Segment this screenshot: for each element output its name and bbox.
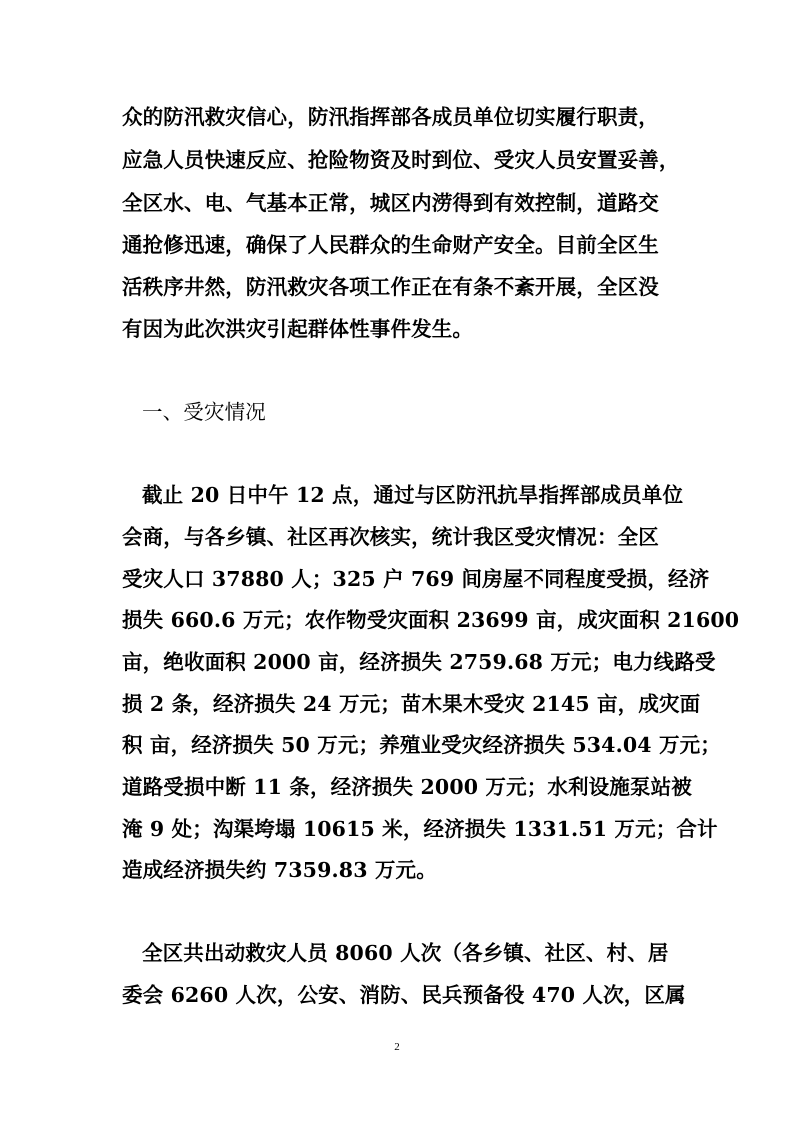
rescue-line-2: 委会 6260 人次，公安、消防、民兵预备役 470 人次，区属 bbox=[122, 983, 686, 1007]
damage-line-1: 截止 20 日中午 12 点，通过与区防汛抗旱指挥部成员单位 bbox=[142, 483, 684, 507]
damage-line-6: 损 2 条，经济损失 24 万元；苗木果木受灾 2145 亩，成灾面 bbox=[122, 692, 701, 716]
damage-line-4: 损失 660.6 万元；农作物受灾面积 23699 亩，成灾面积 21600 bbox=[122, 608, 740, 632]
intro-line-3: 全区水、电、气基本正常，城区内涝得到有效控制，道路交 bbox=[122, 191, 659, 215]
rescue-line-1: 全区共出动救灾人员 8060 人次（各乡镇、社区、村、居 bbox=[142, 941, 669, 965]
intro-line-6: 有因为此次洪灾引起群体性事件发生。 bbox=[122, 317, 474, 341]
damage-line-2: 会商，与各乡镇、社区再次核实，统计我区受灾情况：全区 bbox=[122, 525, 659, 549]
page-number: 2 bbox=[394, 1041, 400, 1053]
damage-line-10: 造成经济损失约 7359.83 万元。 bbox=[122, 858, 437, 882]
intro-line-4: 通抢修迅速，确保了人民群众的生命财产安全。目前全区生 bbox=[122, 233, 659, 257]
damage-line-8: 道路受损中断 11 条，经济损失 2000 万元；水利设施泵站被 bbox=[122, 775, 692, 799]
intro-line-5: 活秩序井然，防汛救灾各项工作正在有条不紊开展，全区没 bbox=[122, 275, 659, 299]
damage-line-3: 受灾人口 37880 人；325 户 769 间房屋不同程度受损，经济 bbox=[122, 567, 710, 591]
damage-line-5: 亩，绝收面积 2000 亩，经济损失 2759.68 万元；电力线路受 bbox=[122, 650, 716, 674]
damage-line-7: 积 亩，经济损失 50 万元；养殖业受灾经济损失 534.04 万元； bbox=[122, 733, 721, 757]
intro-line-1: 众的防汛救灾信心，防汛指挥部各成员单位切实履行职责， bbox=[122, 105, 659, 129]
damage-line-9: 淹 9 处；沟渠垮塌 10615 米，经济损失 1331.51 万元；合计 bbox=[122, 817, 718, 841]
intro-line-2: 应急人员快速反应、抢险物资及时到位、受灾人员安置妥善， bbox=[122, 148, 680, 172]
section-heading: 一、受灾情况 bbox=[142, 400, 266, 424]
